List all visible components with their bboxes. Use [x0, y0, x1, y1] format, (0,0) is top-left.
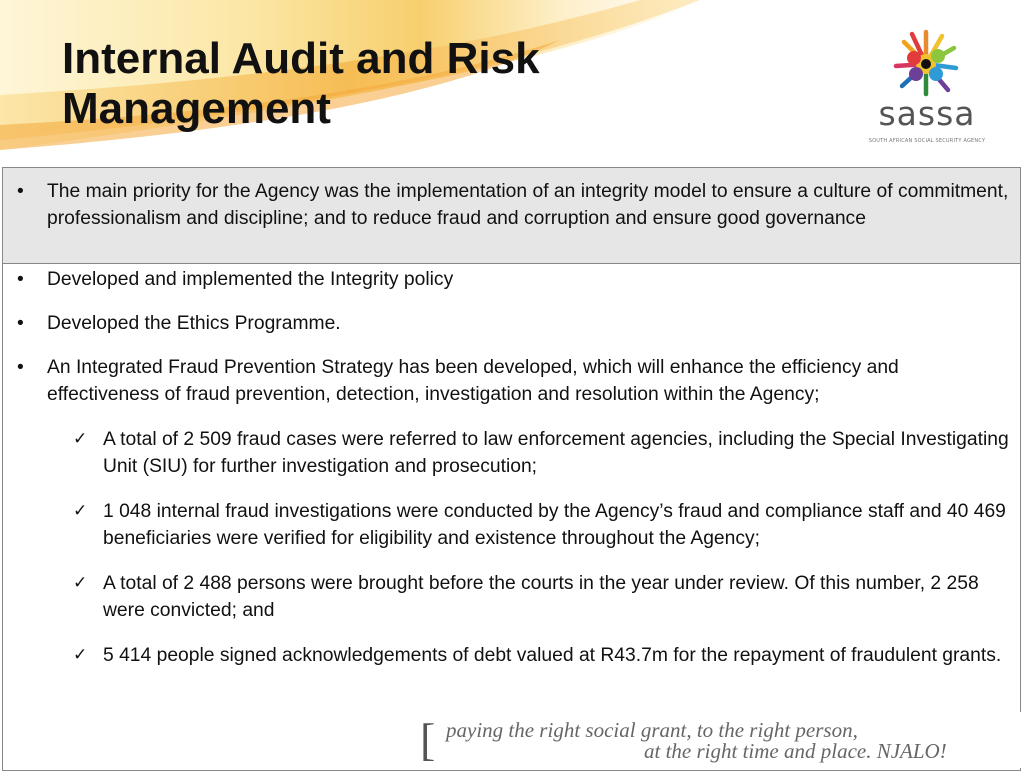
- check-item: [73, 498, 1010, 552]
- check-item-text: 1 048 internal fraud investigations were conducted by the Agency’s fraud and compliance staff and 40 469 beneficiaries were verified for eligibility and existence throughout the Agency;: [103, 501, 1006, 549]
- sassa-logo: [862, 28, 992, 154]
- tagline-line-1: paying the right social grant, to the right person,: [446, 718, 858, 742]
- title-line-2: Management: [62, 84, 331, 133]
- priority-bullet: • The main priority for the Agency was the implementation of an integrity model to ensure a culture of commitment, professionalism and discipline; and to reduce fraud and corruption and ensure good governance: [17, 178, 1010, 232]
- bullet-ethics-programme: • Developed the Ethics Programme.: [17, 310, 1010, 337]
- tagline-line-2: at the right time and place. NJALO!: [644, 739, 947, 763]
- logo-subtitle: SOUTH AFRICAN SOCIAL SECURITY AGENCY: [868, 138, 986, 144]
- check-item-text: A total of 2 488 persons were brought before the courts in the year under review. Of this number, 2 258 were convicted; and: [103, 573, 979, 621]
- content-table: [2, 167, 1021, 771]
- check-item-text: 5 414 people signed acknowledgements of debt valued at R43.7m for the repayment of fraudulent grants.: [103, 645, 1002, 666]
- check-item-text: A total of 2 509 fraud cases were referred to law enforcement agencies, including the Special Investigating Unit (SIU) for further investigation and prosecution;: [103, 429, 1009, 477]
- table-header-row: [3, 168, 1020, 264]
- tagline-bracket: [: [420, 714, 436, 765]
- checkmark-icon: ✓: [73, 573, 88, 593]
- table-body-row: [3, 264, 1020, 669]
- bullet-integrity-policy: • Developed and implemented the Integrity policy: [17, 266, 1010, 293]
- checkmark-icon: ✓: [73, 645, 88, 665]
- check-item: [73, 642, 1010, 669]
- check-item: [73, 570, 1010, 624]
- footer-tagline: [420, 712, 1024, 768]
- bullet-fraud-strategy: • An Integrated Fraud Prevention Strategy has been developed, which will enhance the efficiency and effectiveness of fraud prevention, detection, investigation and resolution within the Agency;: [17, 354, 1010, 408]
- slide-title: [62, 34, 540, 134]
- checkmark-icon: ✓: [73, 429, 88, 449]
- colored-hands-icon: [890, 28, 962, 98]
- checkmark-icon: ✓: [73, 501, 88, 521]
- title-line-1: Internal Audit and Risk: [62, 34, 540, 83]
- logo-wordmark: sassa: [878, 94, 976, 133]
- check-item: [73, 426, 1010, 480]
